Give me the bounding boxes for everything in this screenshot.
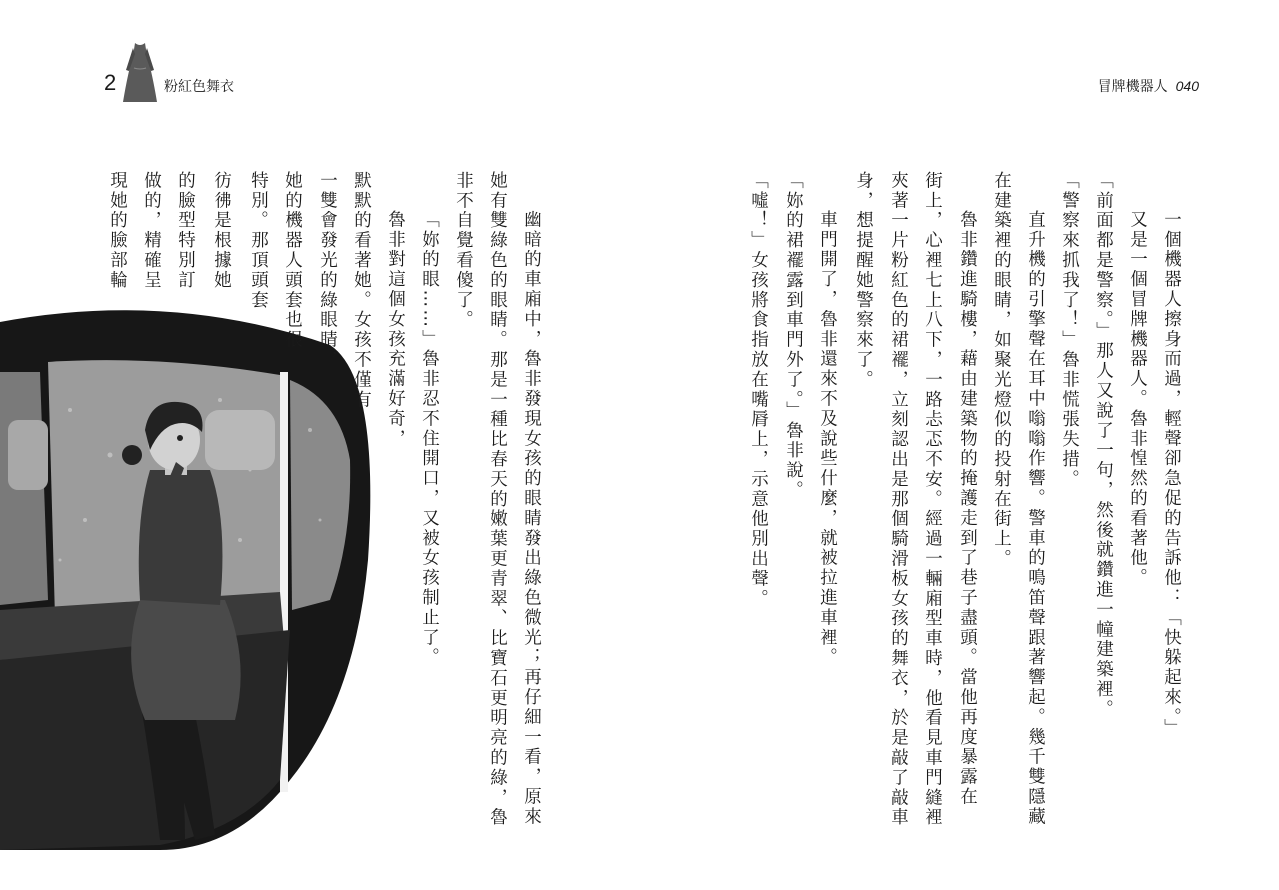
text-column: 魯非對這個女孩充滿好奇， bbox=[385, 210, 406, 449]
chapter-number: 2 bbox=[104, 70, 117, 95]
page-number: 040 bbox=[1175, 78, 1199, 94]
text-column: 「妳的裙襬露到車門外了。」魯非說。 bbox=[783, 171, 804, 501]
text-column: 街上，心裡七上八下，一路忐忑不安。經過一輛廂型車時，他看見車門縫裡 bbox=[922, 171, 943, 828]
text-column: 「前面都是警察。」那人又說了一句，然後就鑽進一幢建築裡。 bbox=[1093, 171, 1114, 720]
text-column: 她有雙綠色的眼睛。那是一種比春天的嫩葉更青翠、比寶石更明亮的綠，魯 bbox=[487, 171, 508, 828]
text-column: 現她的臉部輪 bbox=[107, 171, 128, 291]
text-column: 特別。那頂頭套 bbox=[248, 171, 269, 311]
text-column: 魯非鑽進騎樓，藉由建築物的掩護走到了巷子盡頭。當他再度暴露在 bbox=[957, 210, 978, 807]
text-column: 在建築裡的眼睛，如聚光燈似的投射在街上。 bbox=[991, 171, 1012, 569]
text-column: 的臉型特別訂 bbox=[175, 171, 196, 291]
right-page bbox=[640, 0, 1279, 890]
text-column: 「警察來抓我了！」魯非慌張失措。 bbox=[1059, 171, 1080, 490]
text-column: 夾著一片粉紅色的裙襬，立刻認出是那個騎滑板女孩的舞衣，於是敲了敲車 bbox=[888, 171, 909, 828]
text-column: 身，想提醒她警察來了。 bbox=[853, 171, 874, 390]
text-column: 做的，精確呈 bbox=[141, 171, 162, 291]
text-column: 車門開了，魯非還來不及說些什麼，就被拉進車裡。 bbox=[817, 210, 838, 668]
text-column: 又是一個冒牌機器人。魯非惶然的看著他。 bbox=[1127, 210, 1148, 589]
text-column: 一個機器人擦身而過，輕聲卻急促的告訴他：「快躲起來。」 bbox=[1161, 210, 1182, 739]
text-column: 默默的看著她。女孩不僅有 bbox=[351, 171, 372, 410]
text-column: 「噓！」女孩將食指放在嘴脣上，示意他別出聲。 bbox=[748, 171, 769, 609]
text-column: 彷彿是根據她 bbox=[211, 171, 232, 291]
book-title: 冒牌機器人 bbox=[1097, 79, 1168, 95]
text-column: 直升機的引擎聲在耳中嗡嗡作響。警車的鳴笛聲跟著響起。幾千雙隱藏 bbox=[1025, 210, 1046, 827]
car-interior-illustration bbox=[0, 0, 380, 890]
text-column: 幽暗的車廂中，魯非發現女孩的眼睛發出綠色微光；再仔細一看，原來 bbox=[521, 210, 542, 827]
chapter-title: 粉紅色舞衣 bbox=[164, 79, 234, 95]
text-column: 她的機器人頭套也很 bbox=[282, 171, 303, 351]
text-column: 非不自覺看傻了。 bbox=[453, 171, 474, 331]
running-header bbox=[1098, 76, 1199, 96]
text-column: 一雙會發光的綠眼睛， bbox=[317, 171, 338, 370]
text-column: 「妳的眼……」魯非忍不住開口，又被女孩制止了。 bbox=[419, 210, 440, 668]
